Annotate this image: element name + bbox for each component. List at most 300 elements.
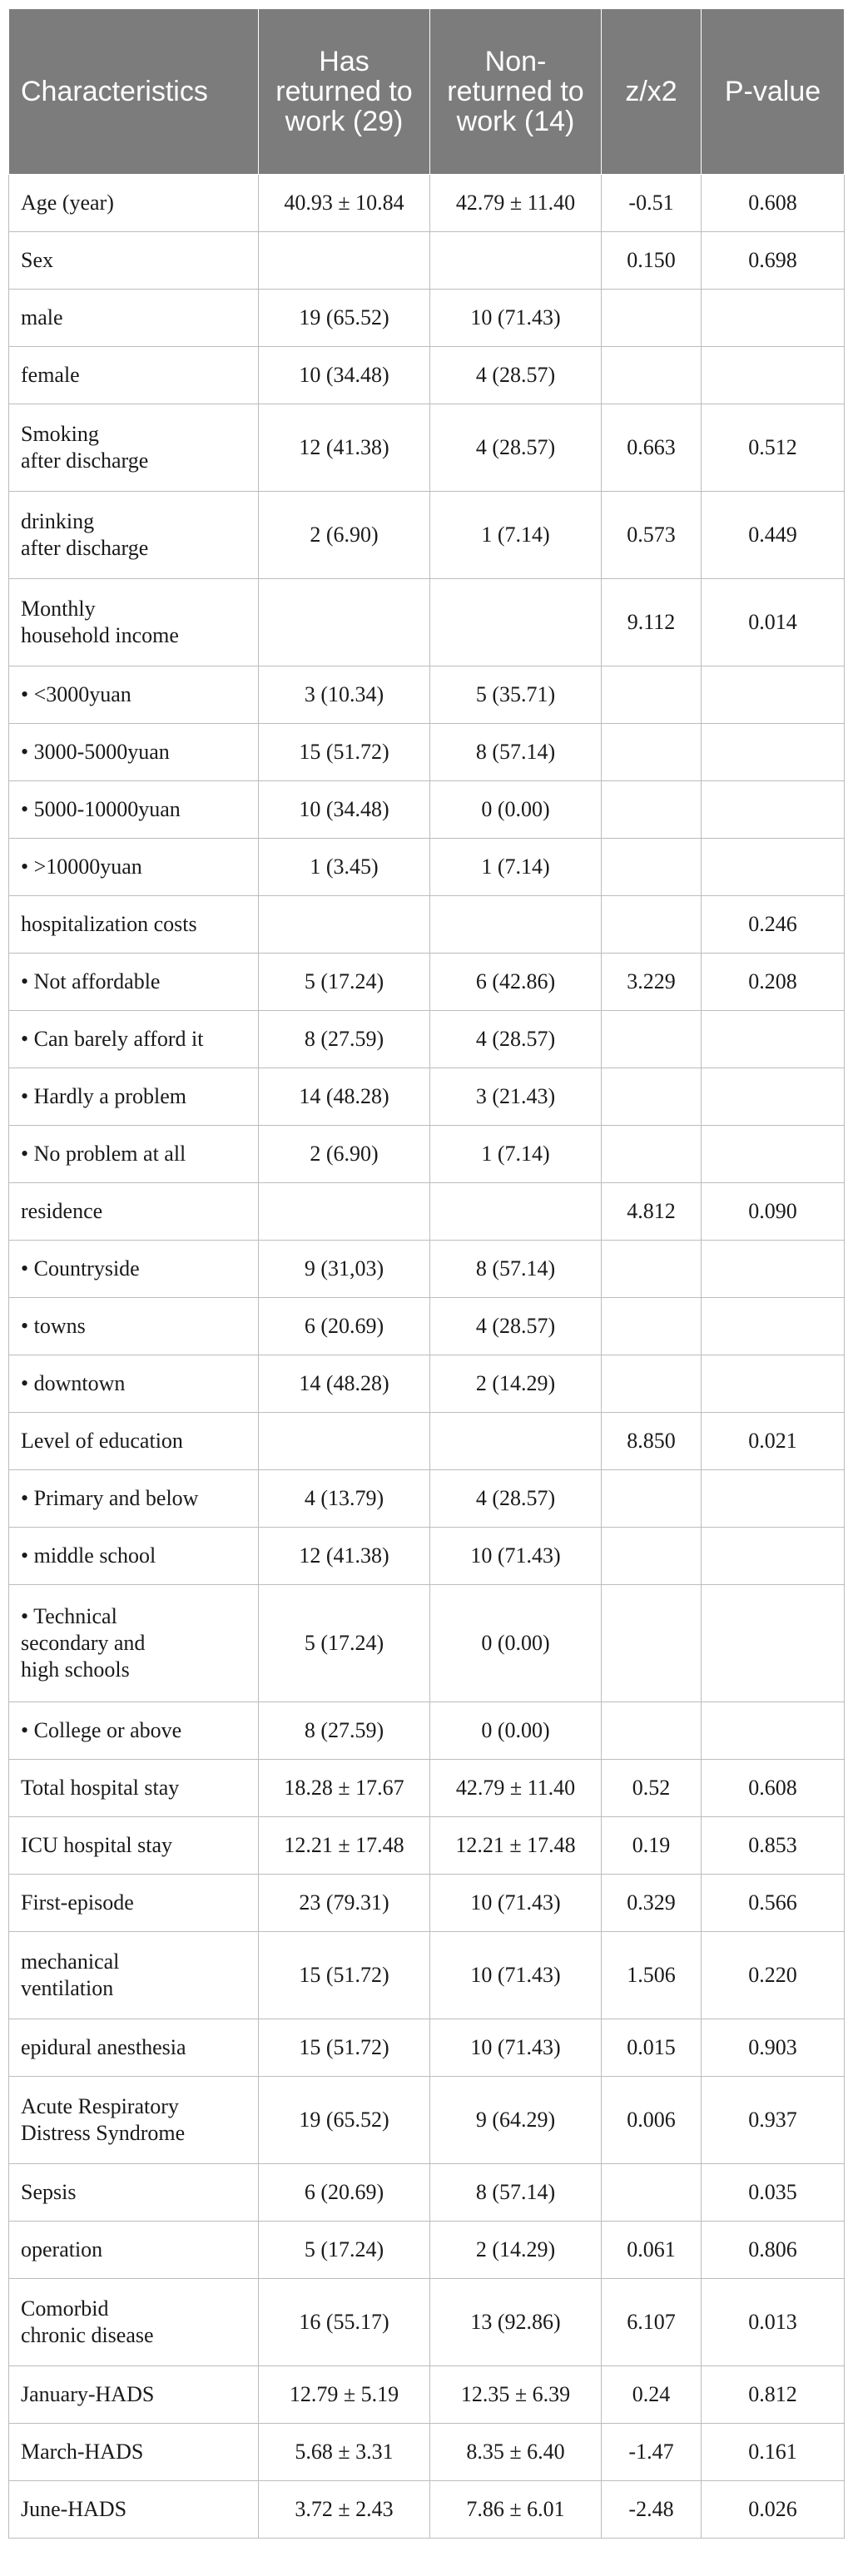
table-row	[9, 579, 845, 666]
cell-statistic	[602, 1528, 702, 1585]
cell-returned-text: 23 (79.31)	[299, 1890, 389, 1915]
cell-returned	[259, 1585, 430, 1702]
cell-statistic	[602, 1702, 702, 1760]
cell-non-returned-text: 12.21 ± 17.48	[455, 1833, 576, 1857]
cell-non-returned-text: 6 (42.86)	[475, 969, 556, 993]
cell-statistic	[602, 2222, 702, 2279]
cell-returned-text: 5 (17.24)	[304, 2237, 384, 2261]
table-row	[9, 724, 845, 781]
cell-non-returned-text: 1 (7.14)	[481, 855, 550, 879]
cell-p-value-text: 0.566	[748, 1890, 797, 1915]
table-row	[9, 2077, 845, 2164]
cell-non-returned	[430, 404, 602, 492]
cell-p-value-text: 0.090	[748, 1199, 797, 1223]
cell-statistic-text: -0.51	[628, 191, 674, 215]
cell-non-returned-text: 42.79 ± 11.40	[455, 1776, 576, 1800]
cell-characteristic-text: female	[21, 363, 80, 387]
cell-returned	[259, 404, 430, 492]
cell-p-value	[702, 1585, 845, 1702]
table-row	[9, 2424, 845, 2481]
table-row	[9, 1241, 845, 1298]
cell-statistic-text: 3.229	[627, 969, 676, 993]
cell-characteristic	[9, 781, 259, 839]
cell-non-returned	[430, 2424, 602, 2481]
cell-characteristic-text: ICU hospital stay	[21, 1833, 172, 1857]
cell-characteristic-text: • Primary and below	[21, 1486, 199, 1510]
cell-characteristic	[9, 579, 259, 666]
cell-statistic	[602, 1413, 702, 1470]
cell-p-value	[702, 175, 845, 232]
cell-non-returned	[430, 1126, 602, 1183]
table-row	[9, 1126, 845, 1183]
cell-characteristic	[9, 839, 259, 896]
cell-p-value	[702, 839, 845, 896]
cell-non-returned	[430, 175, 602, 232]
cell-non-returned	[430, 839, 602, 896]
cell-returned	[259, 2366, 430, 2424]
cell-statistic-text: -1.47	[628, 2440, 674, 2464]
table-row	[9, 1068, 845, 1126]
cell-p-value	[702, 1126, 845, 1183]
cell-statistic	[602, 1875, 702, 1932]
cell-statistic	[602, 1126, 702, 1183]
cell-characteristic	[9, 2019, 259, 2077]
cell-statistic-text: 0.150	[627, 248, 676, 272]
cell-returned	[259, 1470, 430, 1528]
cell-p-value	[702, 2077, 845, 2164]
cell-non-returned-text: 4 (28.57)	[475, 1486, 556, 1510]
table-header	[9, 9, 845, 175]
cell-characteristic	[9, 347, 259, 404]
cell-non-returned-text: 9 (64.29)	[475, 2108, 556, 2132]
cell-characteristic-text: operation	[21, 2237, 103, 2261]
cell-characteristic-text: • middle school	[21, 1543, 156, 1568]
cell-returned	[259, 839, 430, 896]
cell-non-returned-text: 0 (0.00)	[481, 1631, 550, 1655]
cell-characteristic	[9, 1298, 259, 1355]
cell-returned	[259, 1298, 430, 1355]
cell-p-value	[702, 781, 845, 839]
cell-statistic	[602, 404, 702, 492]
cell-non-returned-text: 4 (28.57)	[475, 435, 556, 459]
cell-statistic	[602, 175, 702, 232]
cell-characteristic-text: Acute Respiratory Distress Syndrome	[21, 2094, 186, 2145]
cell-non-returned-text: 42.79 ± 11.40	[455, 191, 576, 215]
cell-statistic	[602, 954, 702, 1011]
cell-characteristic	[9, 1355, 259, 1413]
cell-statistic-text: 4.812	[627, 1199, 676, 1223]
table-row	[9, 2019, 845, 2077]
cell-returned	[259, 1528, 430, 1585]
cell-characteristic-text: Sex	[21, 248, 53, 272]
cell-non-returned-text: 8.35 ± 6.40	[466, 2440, 565, 2464]
table-row	[9, 666, 845, 724]
cell-p-value	[702, 1528, 845, 1585]
cell-non-returned	[430, 2279, 602, 2366]
cell-non-returned	[430, 2222, 602, 2279]
cell-returned-text: 18.28 ± 17.67	[284, 1776, 404, 1800]
cell-p-value	[702, 1413, 845, 1470]
cell-returned-text: 16 (55.17)	[299, 2310, 389, 2334]
cell-non-returned-text: 2 (14.29)	[475, 1371, 556, 1395]
cell-non-returned	[430, 2164, 602, 2222]
cell-p-value	[702, 1470, 845, 1528]
cell-non-returned	[430, 232, 602, 290]
cell-characteristic	[9, 1528, 259, 1585]
cell-non-returned-text: 4 (28.57)	[475, 1027, 556, 1051]
cell-characteristic	[9, 2366, 259, 2424]
cell-p-value	[702, 896, 845, 954]
cell-characteristic-text: Comorbid chronic disease	[21, 2296, 154, 2347]
cell-characteristic	[9, 1126, 259, 1183]
cell-p-value	[702, 2424, 845, 2481]
table-row	[9, 1932, 845, 2019]
cell-p-value	[702, 1875, 845, 1932]
cell-returned	[259, 2481, 430, 2539]
cell-characteristic	[9, 1585, 259, 1702]
cell-non-returned	[430, 1298, 602, 1355]
table-row	[9, 1183, 845, 1241]
cell-p-value	[702, 1011, 845, 1068]
cell-statistic	[602, 1241, 702, 1298]
cell-non-returned-text: 2 (14.29)	[475, 2237, 556, 2261]
cell-p-value	[702, 1068, 845, 1126]
cell-returned	[259, 175, 430, 232]
cell-characteristic-text: • towns	[21, 1314, 86, 1338]
table-row	[9, 347, 845, 404]
cell-statistic	[602, 666, 702, 724]
cell-returned-text: 14 (48.28)	[299, 1371, 389, 1395]
cell-non-returned-text: 8 (57.14)	[475, 1256, 556, 1281]
cell-p-value-text: 0.812	[748, 2382, 797, 2406]
cell-p-value	[702, 666, 845, 724]
cell-non-returned	[430, 492, 602, 579]
cell-statistic	[602, 1068, 702, 1126]
cell-returned-text: 4 (13.79)	[304, 1486, 384, 1510]
cell-non-returned-text: 10 (71.43)	[470, 1963, 561, 1987]
cell-p-value-text: 0.853	[748, 1833, 797, 1857]
cell-statistic	[602, 290, 702, 347]
cell-returned	[259, 1068, 430, 1126]
cell-returned	[259, 781, 430, 839]
cell-characteristic-text: mechanical ventilation	[21, 1949, 120, 2000]
cell-non-returned	[430, 1932, 602, 2019]
table-row	[9, 1585, 845, 1702]
cell-returned-text: 8 (27.59)	[304, 1027, 384, 1051]
table-row	[9, 492, 845, 579]
cell-returned	[259, 492, 430, 579]
cell-p-value	[702, 1817, 845, 1875]
cell-characteristic	[9, 175, 259, 232]
cell-non-returned	[430, 1528, 602, 1585]
cell-p-value	[702, 2019, 845, 2077]
cell-non-returned-text: 1 (7.14)	[481, 1142, 550, 1166]
cell-characteristic-text: • No problem at all	[21, 1142, 186, 1166]
cell-p-value	[702, 954, 845, 1011]
cell-returned-text: 12 (41.38)	[299, 1543, 389, 1568]
cell-non-returned-text: 0 (0.00)	[481, 797, 550, 821]
cell-characteristic-text: • Can barely afford it	[21, 1027, 204, 1051]
cell-statistic	[602, 2164, 702, 2222]
cell-characteristic-text: January-HADS	[21, 2382, 155, 2406]
cell-returned	[259, 1760, 430, 1817]
cell-returned	[259, 232, 430, 290]
table-body	[9, 175, 845, 2539]
table-row	[9, 1760, 845, 1817]
cell-non-returned	[430, 2366, 602, 2424]
cell-characteristic	[9, 290, 259, 347]
cell-non-returned-text: 7.86 ± 6.01	[466, 2497, 565, 2521]
cell-non-returned	[430, 666, 602, 724]
cell-p-value	[702, 2279, 845, 2366]
cell-p-value-text: 0.220	[748, 1963, 797, 1987]
cell-returned-text: 14 (48.28)	[299, 1084, 389, 1108]
cell-statistic	[602, 492, 702, 579]
cell-returned-text: 12.21 ± 17.48	[284, 1833, 404, 1857]
cell-non-returned	[430, 2481, 602, 2539]
cell-characteristic	[9, 1470, 259, 1528]
cell-p-value	[702, 492, 845, 579]
cell-non-returned	[430, 781, 602, 839]
cell-statistic	[602, 2077, 702, 2164]
cell-p-value	[702, 290, 845, 347]
cell-statistic	[602, 1932, 702, 2019]
cell-returned-text: 12.79 ± 5.19	[289, 2382, 399, 2406]
cell-characteristic-text: • College or above	[21, 1718, 182, 1742]
table-row	[9, 1817, 845, 1875]
header-row	[9, 9, 845, 175]
cell-characteristic	[9, 1817, 259, 1875]
table-row	[9, 175, 845, 232]
cell-non-returned	[430, 1470, 602, 1528]
cell-returned	[259, 1817, 430, 1875]
characteristics-table-container	[8, 8, 844, 2539]
cell-p-value	[702, 2366, 845, 2424]
cell-p-value	[702, 347, 845, 404]
cell-returned-text: 3.72 ± 2.43	[295, 2497, 394, 2521]
cell-non-returned-text: 10 (71.43)	[470, 1890, 561, 1915]
cell-p-value-text: 0.449	[748, 523, 797, 547]
cell-characteristic-text: • 3000-5000yuan	[21, 740, 170, 764]
cell-statistic-text: 0.19	[632, 1833, 671, 1857]
cell-non-returned	[430, 954, 602, 1011]
cell-non-returned-text: 4 (28.57)	[475, 363, 556, 387]
table-row	[9, 954, 845, 1011]
cell-p-value-text: 0.512	[748, 435, 797, 459]
cell-returned-text: 5 (17.24)	[304, 1631, 384, 1655]
cell-characteristic-text: epidural anesthesia	[21, 2035, 186, 2059]
cell-p-value	[702, 1298, 845, 1355]
cell-non-returned	[430, 1068, 602, 1126]
cell-statistic-text: -2.48	[628, 2497, 674, 2521]
table-row	[9, 1702, 845, 1760]
cell-characteristic	[9, 954, 259, 1011]
cell-statistic	[602, 1760, 702, 1817]
cell-characteristic	[9, 1011, 259, 1068]
cell-characteristic	[9, 492, 259, 579]
cell-returned	[259, 1126, 430, 1183]
cell-characteristic-text: • Technical secondary and high schools	[21, 1604, 146, 1682]
cell-returned	[259, 1932, 430, 2019]
cell-non-returned-text: 4 (28.57)	[475, 1314, 556, 1338]
cell-characteristic-text: hospitalization costs	[21, 912, 197, 936]
cell-p-value	[702, 2222, 845, 2279]
cell-non-returned	[430, 1241, 602, 1298]
cell-p-value	[702, 579, 845, 666]
cell-returned-text: 8 (27.59)	[304, 1718, 384, 1742]
cell-characteristic	[9, 2424, 259, 2481]
cell-returned-text: 9 (31,03)	[304, 1256, 384, 1281]
cell-non-returned	[430, 1413, 602, 1470]
table-row	[9, 232, 845, 290]
cell-non-returned	[430, 347, 602, 404]
cell-non-returned	[430, 1585, 602, 1702]
cell-p-value	[702, 1241, 845, 1298]
cell-characteristic	[9, 1702, 259, 1760]
cell-returned-text: 15 (51.72)	[299, 2035, 389, 2059]
cell-characteristic	[9, 724, 259, 781]
cell-p-value-text: 0.608	[748, 191, 797, 215]
cell-characteristic-text: residence	[21, 1199, 103, 1223]
cell-p-value	[702, 2481, 845, 2539]
cell-returned-text: 10 (34.48)	[299, 363, 389, 387]
table-row	[9, 290, 845, 347]
cell-p-value	[702, 232, 845, 290]
cell-statistic	[602, 1355, 702, 1413]
cell-p-value	[702, 1183, 845, 1241]
cell-returned	[259, 2077, 430, 2164]
cell-statistic	[602, 347, 702, 404]
cell-non-returned-text: 0 (0.00)	[481, 1718, 550, 1742]
cell-characteristic-text: • >10000yuan	[21, 855, 142, 879]
cell-returned	[259, 2019, 430, 2077]
cell-statistic	[602, 1817, 702, 1875]
cell-returned	[259, 724, 430, 781]
cell-returned	[259, 1183, 430, 1241]
cell-statistic-text: 0.015	[627, 2035, 676, 2059]
cell-characteristic-text: male	[21, 305, 63, 329]
cell-characteristic	[9, 1875, 259, 1932]
cell-returned	[259, 896, 430, 954]
table-row	[9, 2222, 845, 2279]
cell-non-returned	[430, 1702, 602, 1760]
cell-characteristic-text: June-HADS	[21, 2497, 127, 2521]
cell-non-returned-text: 3 (21.43)	[475, 1084, 556, 1108]
cell-non-returned-text: 8 (57.14)	[475, 2180, 556, 2204]
cell-statistic	[602, 1298, 702, 1355]
cell-p-value-text: 0.014	[748, 610, 797, 634]
cell-characteristic	[9, 232, 259, 290]
cell-characteristic-text: • <3000yuan	[21, 682, 131, 706]
cell-statistic	[602, 579, 702, 666]
cell-characteristic	[9, 1241, 259, 1298]
cell-returned-text: 5.68 ± 3.31	[295, 2440, 394, 2464]
cell-statistic	[602, 724, 702, 781]
cell-characteristic-text: Monthly household income	[21, 597, 179, 647]
cell-p-value-text: 0.208	[748, 969, 797, 993]
cell-returned-text: 6 (20.69)	[304, 1314, 384, 1338]
cell-non-returned	[430, 724, 602, 781]
cell-non-returned-text: 12.35 ± 6.39	[460, 2382, 571, 2406]
cell-returned	[259, 2424, 430, 2481]
table-row	[9, 1355, 845, 1413]
cell-statistic-text: 6.107	[627, 2310, 676, 2334]
cell-returned-text: 19 (65.52)	[299, 305, 389, 329]
cell-non-returned	[430, 1183, 602, 1241]
cell-non-returned	[430, 1875, 602, 1932]
cell-returned	[259, 2164, 430, 2222]
cell-returned	[259, 1355, 430, 1413]
characteristics-table	[8, 8, 845, 2539]
cell-statistic	[602, 896, 702, 954]
cell-characteristic	[9, 404, 259, 492]
table-row	[9, 781, 845, 839]
cell-characteristic	[9, 2077, 259, 2164]
cell-statistic	[602, 1585, 702, 1702]
cell-statistic-text: 0.24	[632, 2382, 671, 2406]
table-row	[9, 1413, 845, 1470]
cell-characteristic	[9, 1183, 259, 1241]
cell-non-returned	[430, 896, 602, 954]
cell-characteristic	[9, 1760, 259, 1817]
cell-characteristic	[9, 2164, 259, 2222]
cell-statistic	[602, 2424, 702, 2481]
cell-returned-text: 5 (17.24)	[304, 969, 384, 993]
table-row	[9, 1298, 845, 1355]
cell-returned	[259, 1011, 430, 1068]
table-row	[9, 839, 845, 896]
cell-characteristic	[9, 1413, 259, 1470]
cell-p-value-text: 0.608	[748, 1776, 797, 1800]
cell-returned	[259, 2222, 430, 2279]
cell-statistic	[602, 2366, 702, 2424]
cell-returned	[259, 579, 430, 666]
cell-returned-text: 2 (6.90)	[310, 523, 379, 547]
cell-statistic	[602, 2481, 702, 2539]
cell-non-returned-text: 10 (71.43)	[470, 2035, 561, 2059]
cell-statistic-text: 0.329	[627, 1890, 676, 1915]
cell-p-value	[702, 1355, 845, 1413]
header-non-returned: Non-returned to work (14)	[430, 9, 602, 175]
cell-returned-text: 40.93 ± 10.84	[284, 191, 404, 215]
cell-returned	[259, 1875, 430, 1932]
cell-statistic-text: 0.573	[627, 523, 676, 547]
cell-statistic	[602, 1470, 702, 1528]
cell-non-returned	[430, 1011, 602, 1068]
cell-returned	[259, 1241, 430, 1298]
cell-characteristic-text: Smoking after discharge	[21, 422, 149, 473]
cell-non-returned-text: 10 (71.43)	[470, 1543, 561, 1568]
cell-p-value	[702, 724, 845, 781]
cell-non-returned	[430, 290, 602, 347]
cell-p-value-text: 0.026	[748, 2497, 797, 2521]
cell-non-returned	[430, 2077, 602, 2164]
cell-characteristic	[9, 896, 259, 954]
cell-statistic-text: 0.061	[627, 2237, 676, 2261]
cell-statistic	[602, 839, 702, 896]
header-p-value: P-value	[702, 9, 845, 175]
cell-returned	[259, 1413, 430, 1470]
table-row	[9, 896, 845, 954]
cell-statistic	[602, 2279, 702, 2366]
table-row	[9, 1470, 845, 1528]
table-row	[9, 1528, 845, 1585]
cell-returned-text: 1 (3.45)	[310, 855, 379, 879]
cell-characteristic	[9, 2481, 259, 2539]
cell-characteristic-text: drinking after discharge	[21, 509, 149, 560]
cell-returned	[259, 347, 430, 404]
cell-characteristic-text: • Not affordable	[21, 969, 161, 993]
